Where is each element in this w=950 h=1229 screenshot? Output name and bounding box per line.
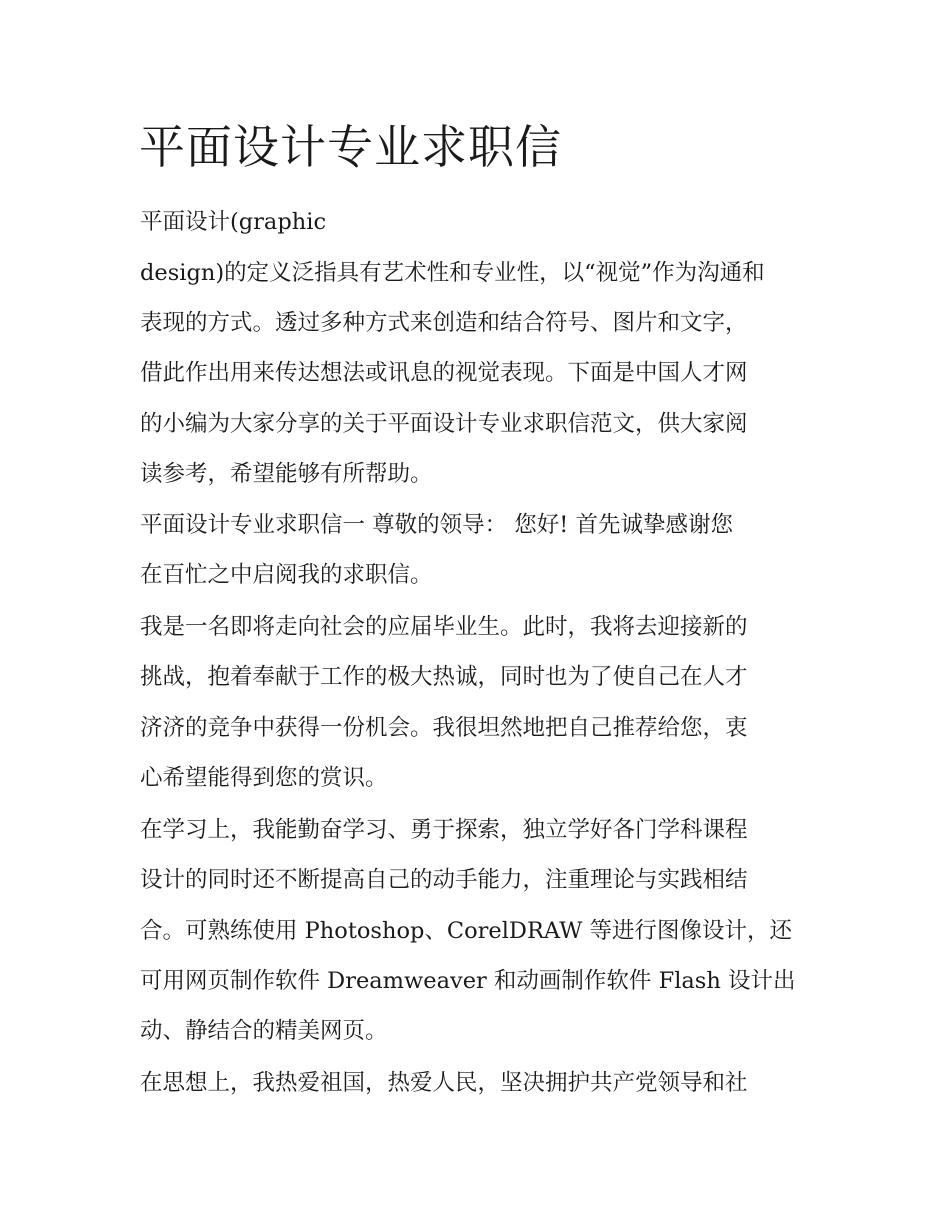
text-line: design)的定义泛指具有艺术性和专业性，以“视觉”作为沟通和	[140, 260, 765, 286]
document-title: 平面设计专业求职信	[139, 120, 562, 174]
text-line: 平面设计(graphic	[140, 209, 327, 235]
text-line: 济济的竞争中获得一份机会。我很坦然地把自己推荐给您，衷	[140, 715, 748, 741]
text-line: 平面设计专业求职信一 尊敬的领导： 您好! 首先诚挚感谢您	[140, 512, 733, 538]
text-line: 可用网页制作软件 Dreamweaver 和动画制作软件 Flash 设计出	[140, 968, 796, 994]
text-line: 合。可熟练使用 Photoshop、CorelDRAW 等进行图像设计，还	[140, 918, 793, 944]
text-line: 挑战，抱着奉献于工作的极大热诚，同时也为了使自己在人才	[140, 664, 748, 690]
text-line: 读参考，希望能够有所帮助。	[140, 461, 433, 487]
text-line: 心希望能得到您的赏识。	[140, 765, 388, 791]
text-line: 表现的方式。透过多种方式来创造和结合符号、图片和文字，	[140, 310, 748, 336]
text-line: 在学习上，我能勤奋学习、勇于探索，独立学好各门学科课程	[140, 817, 748, 843]
text-line: 我是一名即将走向社会的应届毕业生。此时，我将去迎接新的	[140, 614, 748, 640]
text-line: 借此作出用来传达想法或讯息的视觉表现。下面是中国人才网	[140, 360, 748, 386]
text-line: 设计的同时还不断提高自己的动手能力，注重理论与实践相结	[140, 867, 748, 893]
text-line: 动、静结合的精美网页。	[140, 1018, 388, 1044]
text-line: 在百忙之中启阅我的求职信。	[140, 562, 433, 588]
text-line: 在思想上，我热爱祖国，热爱人民，坚决拥护共产党领导和社	[140, 1070, 748, 1096]
text-line: 的小编为大家分享的关于平面设计专业求职信范文，供大家阅	[140, 411, 748, 437]
